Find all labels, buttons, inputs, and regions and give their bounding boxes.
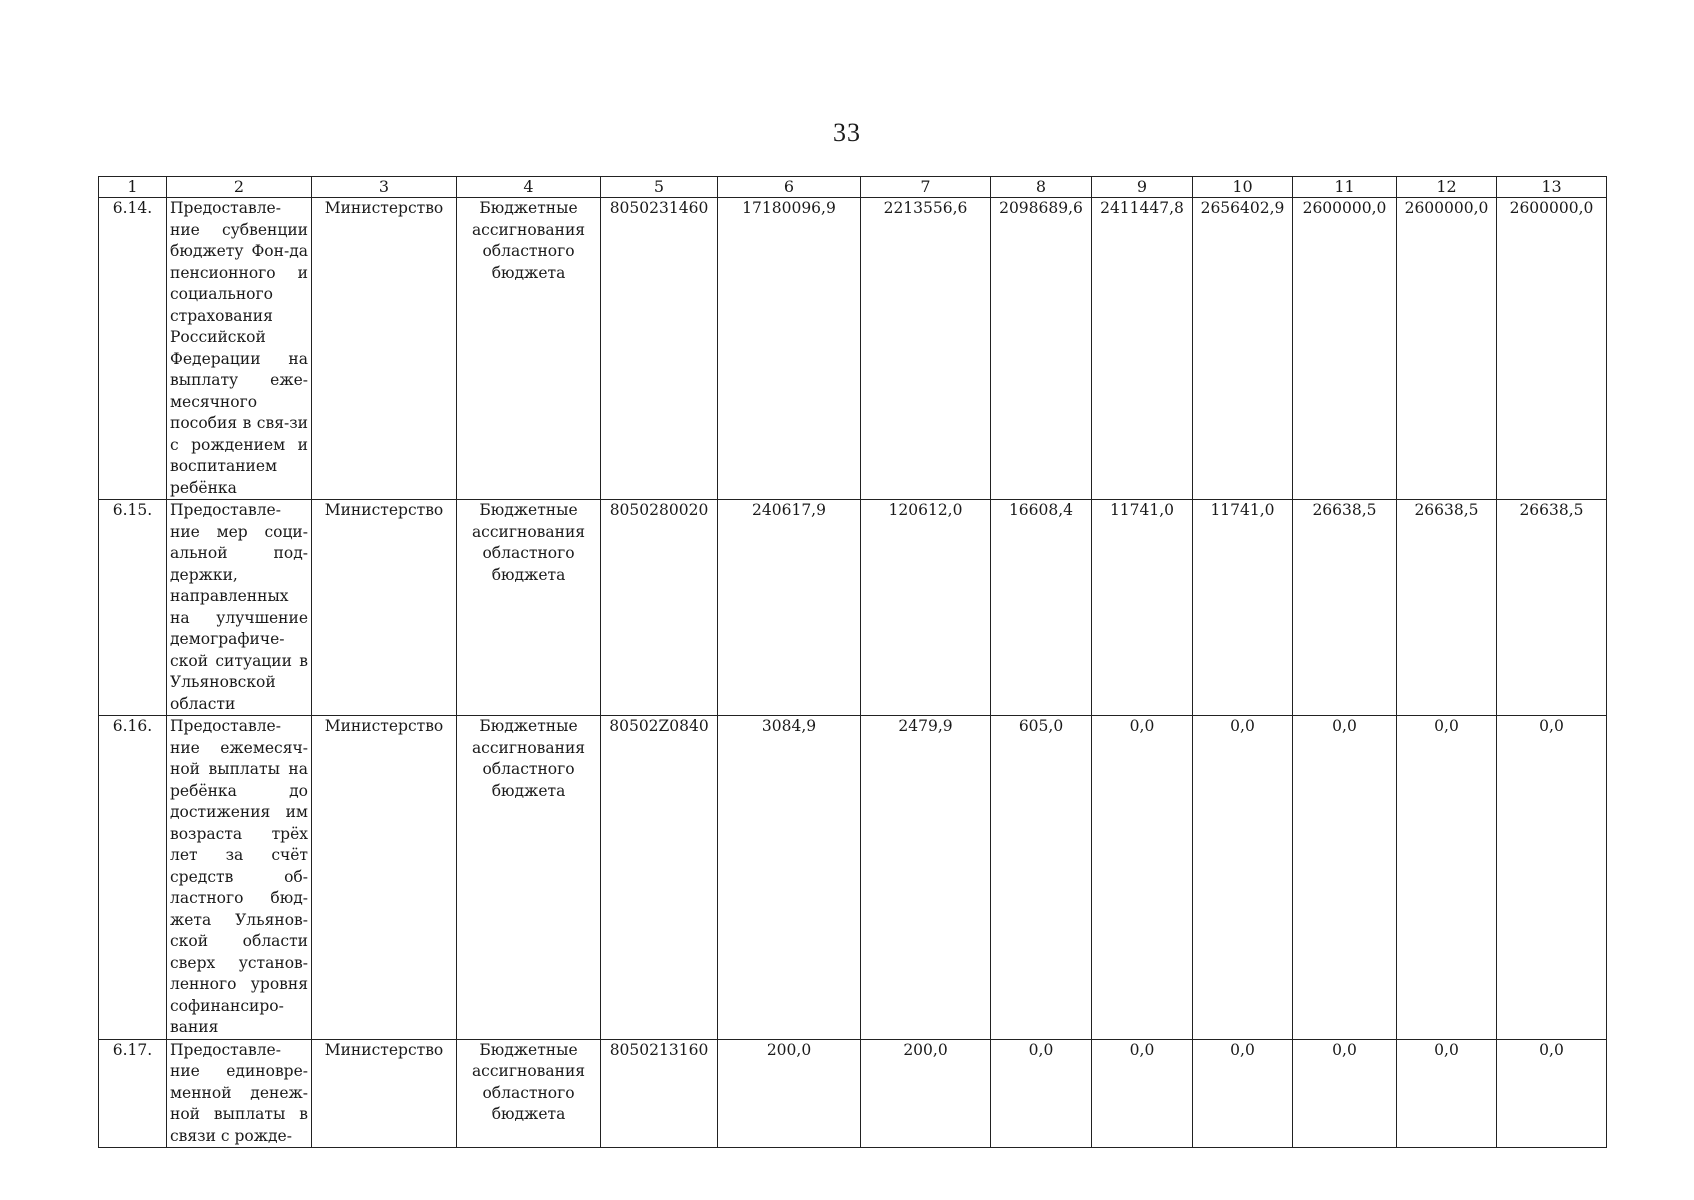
measure-name: Предоставле-ние субвенции бюджету Фон-да пенсионного и социального страхования Российской Федерации на выплату еже-месячного пособия в свя-зи с рождением и воспитанием ребёнка <box>167 198 312 500</box>
executor: Министерство <box>312 1039 457 1148</box>
funding-source: Бюджетные ассигнования областного бюджета <box>457 500 601 716</box>
budget-code: 8050231460 <box>601 198 718 500</box>
column-header: 11 <box>1293 177 1397 198</box>
measure-name: Предоставле-ние ежемесяч-ной выплаты на ребёнка до достижения им возраста трёх лет за счёт средств об-ластного бюд-жета Ульянов-ской области сверх установ-ленного уровня софинансиро-вания <box>167 716 312 1040</box>
value-cell: 2411447,8 <box>1092 198 1193 500</box>
value-cell: 200,0 <box>861 1039 991 1148</box>
column-header: 10 <box>1193 177 1293 198</box>
value-cell: 2600000,0 <box>1293 198 1397 500</box>
value-cell: 26638,5 <box>1497 500 1607 716</box>
measure-name: Предоставле-ние мер соци-альной под-держки, направленных на улучшение демографиче-ской ситуации в Ульяновской области <box>167 500 312 716</box>
value-cell: 2600000,0 <box>1497 198 1607 500</box>
budget-table-container <box>98 176 1606 1148</box>
value-cell: 0,0 <box>1293 716 1397 1040</box>
budget-code: 8050213160 <box>601 1039 718 1148</box>
column-header: 8 <box>991 177 1092 198</box>
value-cell: 200,0 <box>718 1039 861 1148</box>
value-cell: 2213556,6 <box>861 198 991 500</box>
value-cell: 0,0 <box>991 1039 1092 1148</box>
value-cell: 605,0 <box>991 716 1092 1040</box>
row-number: 6.17. <box>99 1039 167 1148</box>
column-header: 4 <box>457 177 601 198</box>
table-row <box>99 198 1607 500</box>
value-cell: 0,0 <box>1497 1039 1607 1148</box>
table-row <box>99 716 1607 1040</box>
row-number: 6.14. <box>99 198 167 500</box>
budget-code: 80502Z0840 <box>601 716 718 1040</box>
value-cell: 17180096,9 <box>718 198 861 500</box>
executor: Министерство <box>312 716 457 1040</box>
budget-code: 8050280020 <box>601 500 718 716</box>
value-cell: 0,0 <box>1092 1039 1193 1148</box>
value-cell: 120612,0 <box>861 500 991 716</box>
page-number: 33 <box>833 118 861 147</box>
value-cell: 11741,0 <box>1092 500 1193 716</box>
value-cell: 0,0 <box>1293 1039 1397 1148</box>
value-cell: 0,0 <box>1193 716 1293 1040</box>
executor: Министерство <box>312 198 457 500</box>
budget-table <box>98 176 1607 1148</box>
funding-source: Бюджетные ассигнования областного бюджета <box>457 716 601 1040</box>
row-number: 6.16. <box>99 716 167 1040</box>
value-cell: 2600000,0 <box>1397 198 1497 500</box>
funding-source: Бюджетные ассигнования областного бюджета <box>457 198 601 500</box>
column-header: 1 <box>99 177 167 198</box>
value-cell: 0,0 <box>1497 716 1607 1040</box>
value-cell: 0,0 <box>1193 1039 1293 1148</box>
value-cell: 26638,5 <box>1293 500 1397 716</box>
value-cell: 11741,0 <box>1193 500 1293 716</box>
column-header: 12 <box>1397 177 1497 198</box>
measure-name: Предоставле-ние единовре-менной денеж-ной выплаты в связи с рожде- <box>167 1039 312 1148</box>
table-row <box>99 1039 1607 1148</box>
column-header: 5 <box>601 177 718 198</box>
value-cell: 26638,5 <box>1397 500 1497 716</box>
value-cell: 3084,9 <box>718 716 861 1040</box>
value-cell: 2479,9 <box>861 716 991 1040</box>
column-header: 2 <box>167 177 312 198</box>
column-header: 3 <box>312 177 457 198</box>
column-header: 9 <box>1092 177 1193 198</box>
value-cell: 0,0 <box>1397 1039 1497 1148</box>
table-row <box>99 500 1607 716</box>
value-cell: 0,0 <box>1092 716 1193 1040</box>
value-cell: 2098689,6 <box>991 198 1092 500</box>
executor: Министерство <box>312 500 457 716</box>
value-cell: 16608,4 <box>991 500 1092 716</box>
row-number: 6.15. <box>99 500 167 716</box>
funding-source: Бюджетные ассигнования областного бюджета <box>457 1039 601 1148</box>
value-cell: 0,0 <box>1397 716 1497 1040</box>
column-header: 7 <box>861 177 991 198</box>
value-cell: 240617,9 <box>718 500 861 716</box>
value-cell: 2656402,9 <box>1193 198 1293 500</box>
column-number-row <box>99 177 1607 198</box>
column-header: 13 <box>1497 177 1607 198</box>
column-header: 6 <box>718 177 861 198</box>
